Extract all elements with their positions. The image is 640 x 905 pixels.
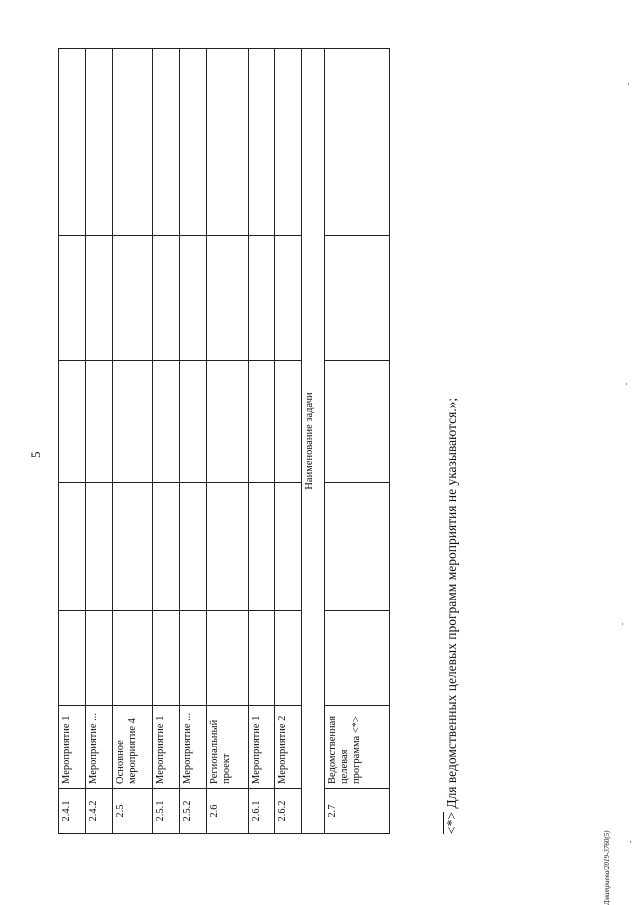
scan-speck <box>622 623 623 625</box>
footnote <box>444 398 460 834</box>
table-cell <box>59 483 86 611</box>
table-cell <box>275 483 302 611</box>
table-cell <box>113 483 153 611</box>
row-name: Мероприятие 1 <box>59 706 86 789</box>
table-cell <box>180 361 207 483</box>
table-cell <box>59 611 86 706</box>
table-cell <box>207 49 249 236</box>
table-cell <box>153 483 180 611</box>
table-row <box>86 49 113 834</box>
table-cell <box>180 49 207 236</box>
table-cell <box>207 483 249 611</box>
table-cell <box>59 236 86 361</box>
table-cell <box>325 361 390 483</box>
table-cell <box>180 236 207 361</box>
table-row <box>249 49 275 834</box>
table-cell <box>59 49 86 236</box>
page-number: 5 <box>28 451 43 458</box>
row-name: Мероприятие 1 <box>153 706 180 789</box>
table-row <box>325 49 390 834</box>
footnote-text: Для ведомственных целевых программ мероприятия не указываются.»; <box>444 397 459 813</box>
row-name: Мероприятие 2 <box>275 706 302 789</box>
row-number: 2.5.2 <box>180 789 207 834</box>
table-cell <box>180 483 207 611</box>
table-cell <box>86 611 113 706</box>
table-cell <box>86 49 113 236</box>
table-row <box>180 49 207 834</box>
table-cell <box>113 236 153 361</box>
table-cell <box>325 236 390 361</box>
table-cell <box>86 361 113 483</box>
table-cell <box>249 483 275 611</box>
table-row <box>113 49 153 834</box>
row-number: 2.5.1 <box>153 789 180 834</box>
table-cell <box>275 611 302 706</box>
table-cell <box>249 611 275 706</box>
table-cell <box>207 611 249 706</box>
task-row <box>302 49 325 834</box>
row-name: Мероприятие ... <box>86 706 113 789</box>
table-cell <box>275 49 302 236</box>
scan-speck <box>630 841 631 843</box>
table-cell <box>153 611 180 706</box>
table-cell <box>249 361 275 483</box>
table-cell <box>207 236 249 361</box>
footnote-mark: <*> <box>444 812 459 834</box>
table-cell <box>113 49 153 236</box>
table-cell <box>325 483 390 611</box>
table-row <box>275 49 302 834</box>
scan-speck <box>626 383 627 385</box>
row-name: Региональный проект <box>207 706 249 789</box>
row-number: 2.4.1 <box>59 789 86 834</box>
row-name: Мероприятие 1 <box>249 706 275 789</box>
table-cell <box>153 49 180 236</box>
row-name: Ведомственная целевая программа <*> <box>325 706 390 789</box>
table-cell <box>249 49 275 236</box>
table-cell <box>207 361 249 483</box>
table-row <box>153 49 180 834</box>
table-row <box>59 49 86 834</box>
table-cell <box>180 611 207 706</box>
table-cell <box>86 236 113 361</box>
row-number: 2.6.1 <box>249 789 275 834</box>
task-heading: Наименование задачи <box>302 49 325 834</box>
table-cell <box>275 361 302 483</box>
row-number: 2.4.2 <box>86 789 113 834</box>
row-number: 2.6.2 <box>275 789 302 834</box>
measures-table <box>58 48 390 834</box>
table-cell <box>59 361 86 483</box>
document-stamp: Дмитриева/2019-3760(5) <box>603 830 611 905</box>
row-number: 2.6 <box>207 789 249 834</box>
table-cell <box>249 236 275 361</box>
table-row <box>207 49 249 834</box>
row-number: 2.5 <box>113 789 153 834</box>
row-number: 2.7 <box>325 789 390 834</box>
table-cell <box>153 236 180 361</box>
row-name: Мероприятие ... <box>180 706 207 789</box>
row-name: Основное мероприятие 4 <box>113 706 153 789</box>
table-cell <box>325 49 390 236</box>
table-cell <box>275 236 302 361</box>
table-cell <box>113 611 153 706</box>
table-cell <box>113 361 153 483</box>
table-cell <box>153 361 180 483</box>
table-cell <box>325 611 390 706</box>
table-cell <box>86 483 113 611</box>
scan-speck <box>628 83 629 85</box>
